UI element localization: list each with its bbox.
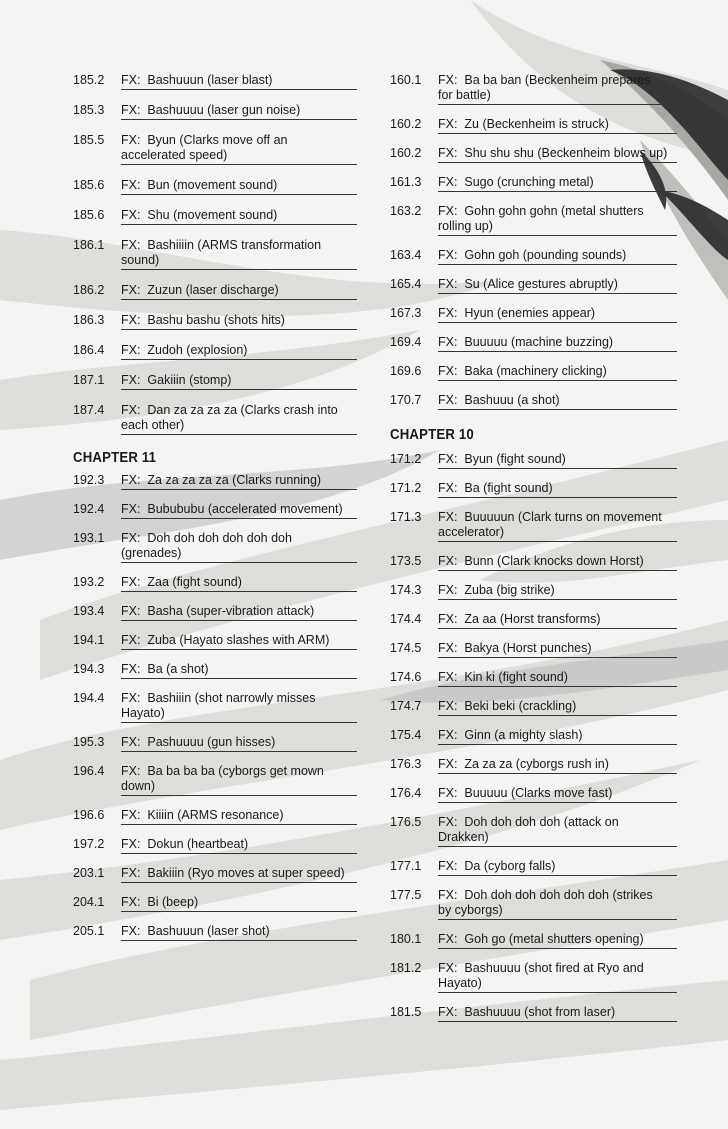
- page-number: 171.2: [390, 452, 422, 466]
- fx-entry: [390, 174, 677, 192]
- fx-description: FX: Za za za (cyborgs rush in): [438, 756, 677, 774]
- fx-entry: [390, 276, 677, 294]
- page-number: 174.5: [390, 641, 422, 655]
- fx-description: FX: Shu shu shu (Beckenheim blows up): [438, 145, 677, 163]
- fx-description: FX: Bashuuuu (shot fired at Ryo and Hayato): [438, 960, 677, 993]
- fx-entry: [390, 582, 677, 600]
- page-number: 174.6: [390, 670, 422, 684]
- fx-entry: [73, 807, 357, 825]
- fx-entry: [390, 363, 677, 381]
- page-number: 192.3: [73, 473, 105, 487]
- page-number: 174.4: [390, 612, 422, 626]
- fx-entry: [390, 785, 677, 803]
- page-number: 193.1: [73, 531, 105, 545]
- fx-description: FX: Baka (machinery clicking): [438, 363, 677, 381]
- fx-description: FX: Ba ba ba ba (cyborgs get mown down): [121, 763, 357, 796]
- page-number: 195.3: [73, 735, 105, 749]
- fx-entry: [390, 145, 677, 163]
- page-number: 173.5: [390, 554, 422, 568]
- page-number: 176.4: [390, 786, 422, 800]
- fx-description: FX: Gakiiin (stomp): [121, 372, 357, 390]
- fx-entry: [73, 102, 357, 120]
- fx-list-left-top: [73, 72, 357, 435]
- page-number: 165.4: [390, 277, 422, 291]
- fx-entry: [73, 894, 357, 912]
- fx-entry: [73, 72, 357, 90]
- page-number: 185.3: [73, 103, 105, 117]
- page-number: 170.7: [390, 393, 422, 407]
- fx-entry: [73, 312, 357, 330]
- fx-entry: [390, 669, 677, 687]
- page-number: 175.4: [390, 728, 422, 742]
- fx-entry: [73, 237, 357, 270]
- fx-description: FX: Buuuuun (Clark turns on movement accelerator): [438, 509, 677, 542]
- fx-entry: [390, 887, 677, 920]
- fx-entry: [390, 756, 677, 774]
- fx-entry: [73, 402, 357, 435]
- page-number: 185.6: [73, 208, 105, 222]
- fx-description: FX: Kiiiin (ARMS resonance): [121, 807, 357, 825]
- page-number: 193.4: [73, 604, 105, 618]
- page-number: 171.3: [390, 510, 422, 524]
- fx-entry: [73, 661, 357, 679]
- fx-entry: [73, 282, 357, 300]
- fx-description: FX: Bunn (Clark knocks down Horst): [438, 553, 677, 571]
- fx-entry: [390, 611, 677, 629]
- fx-entry: [73, 603, 357, 621]
- page-number: 192.4: [73, 502, 105, 516]
- fx-description: FX: Zuzun (laser discharge): [121, 282, 357, 300]
- page-number: 194.3: [73, 662, 105, 676]
- fx-description: FX: Ba (a shot): [121, 661, 357, 679]
- page-number: 176.5: [390, 815, 422, 829]
- fx-description: FX: Shu (movement sound): [121, 207, 357, 225]
- fx-description: FX: Za za za za za (Clarks running): [121, 472, 357, 490]
- page-number: 177.5: [390, 888, 422, 902]
- fx-entry: [73, 342, 357, 360]
- fx-description: FX: Za aa (Horst transforms): [438, 611, 677, 629]
- fx-description: FX: Byun (Clarks move off an accelerated speed): [121, 132, 357, 165]
- page-number: 187.1: [73, 373, 105, 387]
- fx-description: FX: Bubububu (accelerated movement): [121, 501, 357, 519]
- fx-entry: [73, 372, 357, 390]
- page-number: 185.2: [73, 73, 105, 87]
- fx-description: FX: Ba (fight sound): [438, 480, 677, 498]
- fx-description: FX: Doh doh doh doh doh doh (strikes by cyborgs): [438, 887, 677, 920]
- fx-entry: [73, 501, 357, 519]
- page-number: 160.2: [390, 146, 422, 160]
- page-number: 160.2: [390, 117, 422, 131]
- fx-description: FX: Bashiiin (shot narrowly misses Hayato): [121, 690, 357, 723]
- page-number: 160.1: [390, 73, 422, 87]
- fx-entry: [390, 509, 677, 542]
- right-column: [390, 72, 677, 1033]
- fx-description: FX: Kin ki (fight sound): [438, 669, 677, 687]
- page-number: 185.5: [73, 133, 105, 147]
- fx-entry: [73, 530, 357, 563]
- fx-description: FX: Zudoh (explosion): [121, 342, 357, 360]
- page-number: 167.3: [390, 306, 422, 320]
- fx-entry: [390, 553, 677, 571]
- page-number: 205.1: [73, 924, 105, 938]
- page-number: 169.4: [390, 335, 422, 349]
- page-number: 181.5: [390, 1005, 422, 1019]
- page-number: 194.1: [73, 633, 105, 647]
- fx-description: FX: Bakya (Horst punches): [438, 640, 677, 658]
- fx-list-right-top: [390, 72, 677, 410]
- fx-description: FX: Gohn gohn gohn (metal shutters rolling up): [438, 203, 677, 236]
- page-number: 203.1: [73, 866, 105, 880]
- fx-description: FX: Bashuuun (laser blast): [121, 72, 357, 90]
- fx-list-right-bottom: [390, 451, 677, 1022]
- fx-description: FX: Zuba (Hayato slashes with ARM): [121, 632, 357, 650]
- page-number: 193.2: [73, 575, 105, 589]
- fx-description: FX: Ba ba ban (Beckenheim prepares for battle): [438, 72, 677, 105]
- fx-description: FX: Doh doh doh doh doh doh (grenades): [121, 530, 357, 563]
- fx-description: FX: Bashu bashu (shots hits): [121, 312, 357, 330]
- page-number: 161.3: [390, 175, 422, 189]
- fx-entry: [390, 858, 677, 876]
- fx-description: FX: Beki beki (crackling): [438, 698, 677, 716]
- fx-description: FX: Sugo (crunching metal): [438, 174, 677, 192]
- page-number: 171.2: [390, 481, 422, 495]
- fx-entry: [390, 305, 677, 323]
- page-number: 177.1: [390, 859, 422, 873]
- page-number: 186.1: [73, 238, 105, 252]
- fx-entry: [390, 203, 677, 236]
- page-number: 197.2: [73, 837, 105, 851]
- fx-description: FX: Bun (movement sound): [121, 177, 357, 195]
- fx-list-left-bottom: [73, 472, 357, 941]
- page-number: 181.2: [390, 961, 422, 975]
- fx-entry: [390, 334, 677, 352]
- fx-entry: [390, 931, 677, 949]
- fx-description: FX: Basha (super-vibration attack): [121, 603, 357, 621]
- page-number: 169.6: [390, 364, 422, 378]
- fx-entry: [73, 132, 357, 165]
- fx-description: FX: Bashiiiin (ARMS transformation sound): [121, 237, 357, 270]
- page-number: 163.4: [390, 248, 422, 262]
- page-number: 194.4: [73, 691, 105, 705]
- page-number: 186.3: [73, 313, 105, 327]
- page-number: 176.3: [390, 757, 422, 771]
- fx-entry: [73, 472, 357, 490]
- fx-description: FX: Bashuuuu (shot from laser): [438, 1004, 677, 1022]
- fx-description: FX: Bakiiin (Ryo moves at super speed): [121, 865, 357, 883]
- fx-description: FX: Zu (Beckenheim is struck): [438, 116, 677, 134]
- fx-description: FX: Zuba (big strike): [438, 582, 677, 600]
- page-number: 187.4: [73, 403, 105, 417]
- page-number: 174.3: [390, 583, 422, 597]
- fx-description: FX: Buuuuu (machine buzzing): [438, 334, 677, 352]
- page-number: 180.1: [390, 932, 422, 946]
- fx-entry: [73, 632, 357, 650]
- fx-description: FX: Hyun (enemies appear): [438, 305, 677, 323]
- fx-entry: [73, 734, 357, 752]
- page-number: 186.4: [73, 343, 105, 357]
- fx-entry: [390, 451, 677, 469]
- chapter-heading: CHAPTER 10: [390, 426, 474, 443]
- fx-description: FX: Byun (fight sound): [438, 451, 677, 469]
- fx-entry: [390, 727, 677, 745]
- page-number: 185.6: [73, 178, 105, 192]
- fx-description: FX: Zaa (fight sound): [121, 574, 357, 592]
- fx-entry: [390, 116, 677, 134]
- fx-description: FX: Ginn (a mighty slash): [438, 727, 677, 745]
- fx-entry: [390, 480, 677, 498]
- fx-entry: [390, 392, 677, 410]
- page-number: 186.2: [73, 283, 105, 297]
- fx-description: FX: Dan za za za za (Clarks crash into each other): [121, 402, 357, 435]
- fx-description: FX: Doh doh doh doh (attack on Drakken): [438, 814, 677, 847]
- fx-description: FX: Goh go (metal shutters opening): [438, 931, 677, 949]
- fx-entry: [73, 865, 357, 883]
- page-number: 204.1: [73, 895, 105, 909]
- chapter-heading: CHAPTER 11: [73, 449, 157, 466]
- fx-entry: [73, 207, 357, 225]
- fx-entry: [73, 574, 357, 592]
- fx-entry: [73, 836, 357, 854]
- fx-entry: [390, 814, 677, 847]
- fx-description: FX: Bashuuun (laser shot): [121, 923, 357, 941]
- page-number: 196.6: [73, 808, 105, 822]
- page-number: 196.4: [73, 764, 105, 778]
- fx-description: FX: Buuuuu (Clarks move fast): [438, 785, 677, 803]
- fx-description: FX: Bashuuu (a shot): [438, 392, 677, 410]
- fx-description: FX: Dokun (heartbeat): [121, 836, 357, 854]
- fx-description: FX: Bashuuuu (laser gun noise): [121, 102, 357, 120]
- fx-description: FX: Da (cyborg falls): [438, 858, 677, 876]
- fx-entry: [390, 960, 677, 993]
- fx-entry: [390, 698, 677, 716]
- fx-description: FX: Pashuuuu (gun hisses): [121, 734, 357, 752]
- fx-entry: [390, 1004, 677, 1022]
- fx-entry: [390, 640, 677, 658]
- fx-entry: [390, 72, 677, 105]
- fx-entry: [73, 177, 357, 195]
- fx-description: FX: Su (Alice gestures abruptly): [438, 276, 677, 294]
- left-column: [73, 72, 357, 952]
- fx-entry: [73, 923, 357, 941]
- fx-entry: [73, 690, 357, 723]
- fx-description: FX: Gohn goh (pounding sounds): [438, 247, 677, 265]
- fx-entry: [390, 247, 677, 265]
- page-number: 174.7: [390, 699, 422, 713]
- page-number: 163.2: [390, 204, 422, 218]
- fx-description: FX: Bi (beep): [121, 894, 357, 912]
- fx-entry: [73, 763, 357, 796]
